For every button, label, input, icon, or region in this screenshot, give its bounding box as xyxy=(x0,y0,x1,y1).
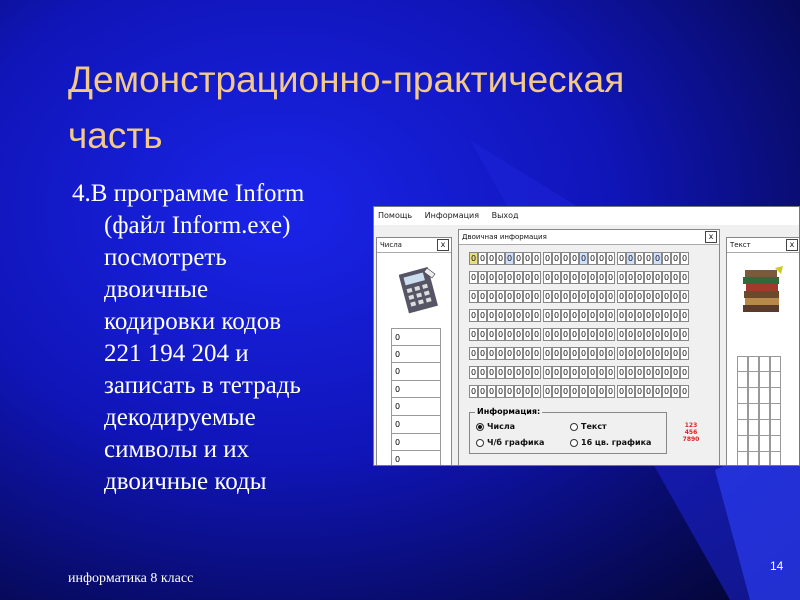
bit-cell[interactable]: 0 xyxy=(497,254,504,263)
bit-cell[interactable]: 0 xyxy=(607,349,614,358)
text-cell[interactable] xyxy=(759,356,770,372)
bit-cell[interactable]: 0 xyxy=(488,254,495,263)
bit-cell[interactable]: 0 xyxy=(598,387,605,396)
radio-16-color-label: 16 цв. графика xyxy=(581,438,652,447)
text-cell[interactable] xyxy=(737,452,748,466)
bit-row xyxy=(469,364,689,383)
bit-cell[interactable]: 0 xyxy=(479,387,486,396)
bit-cell[interactable]: 0 xyxy=(524,330,531,339)
books-icon xyxy=(741,264,785,320)
bit-cell[interactable]: 0 xyxy=(654,311,661,320)
text-cell[interactable] xyxy=(748,452,759,466)
number-field[interactable]: 0 xyxy=(391,346,441,364)
bit-cell[interactable]: 0 xyxy=(663,273,670,282)
bit-cell[interactable]: 0 xyxy=(663,254,670,263)
bit-cell[interactable]: 0 xyxy=(533,368,540,377)
bit-cell[interactable]: 0 xyxy=(470,311,477,320)
bit-cell[interactable]: 0 xyxy=(607,254,614,263)
radio-text-label: Текст xyxy=(581,422,607,431)
text-cell[interactable] xyxy=(737,388,748,404)
number-field[interactable]: 0 xyxy=(391,434,441,452)
task-line-8: декодируемые xyxy=(104,404,256,431)
bit-cell[interactable]: 0 xyxy=(533,387,540,396)
bit-cell[interactable]: 0 xyxy=(580,387,587,396)
bit-cell[interactable]: 0 xyxy=(663,311,670,320)
bit-cell[interactable]: 0 xyxy=(515,387,522,396)
bit-cell[interactable]: 0 xyxy=(627,254,634,263)
bit-cell[interactable]: 0 xyxy=(506,330,513,339)
bit-cell[interactable]: 0 xyxy=(654,292,661,301)
bit-cell[interactable]: 0 xyxy=(506,273,513,282)
radio-icon xyxy=(476,439,484,447)
text-cell[interactable] xyxy=(748,404,759,420)
bit-row xyxy=(469,269,689,288)
bit-cell[interactable]: 0 xyxy=(663,349,670,358)
bit-cell[interactable]: 0 xyxy=(681,368,688,377)
text-cell[interactable] xyxy=(737,372,748,388)
bit-cell[interactable]: 0 xyxy=(571,311,578,320)
bit-cell[interactable]: 0 xyxy=(580,368,587,377)
bit-cell[interactable]: 0 xyxy=(663,330,670,339)
bit-cell[interactable]: 0 xyxy=(589,292,596,301)
bit-cell[interactable]: 0 xyxy=(533,330,540,339)
radio-numbers[interactable] xyxy=(476,422,515,431)
bit-cell[interactable]: 0 xyxy=(488,311,495,320)
bit-cell[interactable]: 0 xyxy=(515,273,522,282)
bit-cell[interactable]: 0 xyxy=(645,273,652,282)
bit-cell[interactable]: 0 xyxy=(672,254,679,263)
close-icon[interactable]: x xyxy=(786,239,798,251)
bit-cell[interactable]: 0 xyxy=(645,387,652,396)
bit-cell[interactable]: 0 xyxy=(636,273,643,282)
bit-cell[interactable]: 0 xyxy=(681,273,688,282)
bit-cell[interactable]: 0 xyxy=(571,273,578,282)
bit-cell[interactable]: 0 xyxy=(544,254,551,263)
bit-cell[interactable]: 0 xyxy=(533,311,540,320)
bit-cell[interactable]: 0 xyxy=(636,368,643,377)
bit-cell[interactable]: 0 xyxy=(645,311,652,320)
bit-cell[interactable]: 0 xyxy=(488,387,495,396)
bit-cell[interactable]: 0 xyxy=(524,292,531,301)
bit-cell[interactable]: 0 xyxy=(562,387,569,396)
bit-cell[interactable]: 0 xyxy=(580,254,587,263)
bit-cell[interactable]: 0 xyxy=(598,292,605,301)
bit-cell[interactable]: 0 xyxy=(580,292,587,301)
bit-cell[interactable]: 0 xyxy=(636,349,643,358)
bit-cell[interactable]: 0 xyxy=(553,330,560,339)
text-cell[interactable] xyxy=(759,388,770,404)
numbers-mode-icon: 123 456 7890 xyxy=(682,422,700,443)
bit-cell[interactable]: 0 xyxy=(497,292,504,301)
bit-cell[interactable]: 0 xyxy=(672,349,679,358)
bit-cell[interactable]: 0 xyxy=(524,349,531,358)
bit-cell[interactable]: 0 xyxy=(497,387,504,396)
bit-cell[interactable]: 0 xyxy=(479,349,486,358)
bit-cell[interactable]: 0 xyxy=(618,368,625,377)
bit-cell[interactable]: 0 xyxy=(571,368,578,377)
task-line-1: 4.В программе Inform xyxy=(72,180,305,207)
text-row xyxy=(737,420,781,436)
text-pane xyxy=(726,237,800,466)
number-field[interactable]: 0 xyxy=(391,363,441,381)
bit-cell[interactable]: 0 xyxy=(636,387,643,396)
bit-cell[interactable]: 0 xyxy=(681,292,688,301)
bit-cell[interactable]: 0 xyxy=(580,311,587,320)
bit-cell[interactable]: 0 xyxy=(618,330,625,339)
bit-cell[interactable]: 0 xyxy=(654,254,661,263)
text-char-grid xyxy=(737,356,781,466)
text-cell[interactable] xyxy=(770,404,781,420)
bit-cell[interactable]: 0 xyxy=(479,330,486,339)
bit-cell[interactable]: 0 xyxy=(553,254,560,263)
bit-cell[interactable]: 0 xyxy=(598,311,605,320)
footer-subject: информатика 8 класс xyxy=(68,571,194,586)
bit-cell[interactable]: 0 xyxy=(544,311,551,320)
text-row xyxy=(737,388,781,404)
bit-cell[interactable]: 0 xyxy=(627,292,634,301)
bit-cell[interactable]: 0 xyxy=(562,292,569,301)
bit-cell[interactable]: 0 xyxy=(580,349,587,358)
bit-cell[interactable]: 0 xyxy=(497,330,504,339)
bit-cell[interactable]: 0 xyxy=(681,349,688,358)
task-text xyxy=(72,178,372,498)
bit-cell[interactable]: 0 xyxy=(589,368,596,377)
bit-cell[interactable]: 0 xyxy=(544,273,551,282)
bit-cell[interactable]: 0 xyxy=(544,292,551,301)
bit-cell[interactable]: 0 xyxy=(515,311,522,320)
task-line-10: двоичные коды xyxy=(104,468,267,495)
text-pane-title: Текст xyxy=(730,241,751,249)
bit-row xyxy=(469,288,689,307)
bit-cell[interactable]: 0 xyxy=(663,368,670,377)
bit-cell[interactable]: 0 xyxy=(544,330,551,339)
bit-row xyxy=(469,250,689,269)
text-cell[interactable] xyxy=(759,404,770,420)
bit-cell[interactable]: 0 xyxy=(506,349,513,358)
bit-cell[interactable]: 0 xyxy=(506,254,513,263)
close-icon[interactable]: x xyxy=(437,239,449,251)
bit-cell[interactable]: 0 xyxy=(562,330,569,339)
bit-cell[interactable]: 0 xyxy=(618,387,625,396)
bit-cell[interactable]: 0 xyxy=(618,311,625,320)
bit-cell[interactable]: 0 xyxy=(562,349,569,358)
text-row xyxy=(737,356,781,372)
bit-cell[interactable]: 0 xyxy=(553,311,560,320)
binary-pane-header xyxy=(459,230,719,245)
text-row xyxy=(737,452,781,466)
calculator-icon xyxy=(399,264,439,314)
radio-bw-graphics[interactable] xyxy=(476,438,544,447)
bit-cell[interactable]: 0 xyxy=(470,273,477,282)
bit-cell[interactable]: 0 xyxy=(479,273,486,282)
page-number: 14 xyxy=(770,559,784,573)
radio-icon xyxy=(570,439,578,447)
text-cell[interactable] xyxy=(748,388,759,404)
bit-cell[interactable]: 0 xyxy=(533,254,540,263)
bit-cell[interactable]: 0 xyxy=(618,254,625,263)
text-row xyxy=(737,436,781,452)
bit-cell[interactable]: 0 xyxy=(598,254,605,263)
radio-bw-label: Ч/б графика xyxy=(487,438,545,447)
bit-cell[interactable]: 0 xyxy=(645,330,652,339)
task-line-6: 221 194 204 и xyxy=(104,340,249,367)
text-cell[interactable] xyxy=(770,388,781,404)
bit-cell[interactable]: 0 xyxy=(524,273,531,282)
text-cell[interactable] xyxy=(737,356,748,372)
bit-cell[interactable]: 0 xyxy=(506,292,513,301)
bit-cell[interactable]: 0 xyxy=(524,254,531,263)
bit-cell[interactable]: 0 xyxy=(645,349,652,358)
bit-cell[interactable]: 0 xyxy=(553,368,560,377)
text-row xyxy=(737,404,781,420)
text-cell[interactable] xyxy=(770,420,781,436)
bit-cell[interactable]: 0 xyxy=(479,368,486,377)
bit-cell[interactable]: 0 xyxy=(571,330,578,339)
bit-cell[interactable]: 0 xyxy=(618,273,625,282)
bit-cell[interactable]: 0 xyxy=(488,368,495,377)
bit-cell[interactable]: 0 xyxy=(524,311,531,320)
text-cell[interactable] xyxy=(748,372,759,388)
bit-cell[interactable]: 0 xyxy=(553,387,560,396)
text-cell[interactable] xyxy=(759,420,770,436)
bit-cell[interactable]: 0 xyxy=(506,311,513,320)
bit-cell[interactable]: 0 xyxy=(607,311,614,320)
text-cell[interactable] xyxy=(770,356,781,372)
task-line-9: символы и их xyxy=(104,436,250,463)
task-line-3: посмотреть xyxy=(104,244,227,271)
text-cell[interactable] xyxy=(770,372,781,388)
bit-cell[interactable]: 0 xyxy=(544,349,551,358)
bit-cell[interactable]: 0 xyxy=(470,349,477,358)
task-line-5: кодировки кодов xyxy=(104,308,282,335)
bit-cell[interactable]: 0 xyxy=(636,292,643,301)
bit-cell[interactable]: 0 xyxy=(515,330,522,339)
numbers-pane xyxy=(376,237,452,466)
bit-cell[interactable]: 0 xyxy=(589,311,596,320)
bit-row xyxy=(469,345,689,364)
bit-cell[interactable]: 0 xyxy=(654,273,661,282)
number-field[interactable]: 0 xyxy=(391,451,441,466)
text-cell[interactable] xyxy=(759,372,770,388)
bit-cell[interactable]: 0 xyxy=(524,387,531,396)
bit-cell[interactable]: 0 xyxy=(607,368,614,377)
app-menubar xyxy=(374,207,800,225)
bit-cell[interactable]: 0 xyxy=(553,273,560,282)
bit-cell[interactable]: 0 xyxy=(589,349,596,358)
bit-cell[interactable]: 0 xyxy=(533,273,540,282)
bit-cell[interactable]: 0 xyxy=(598,368,605,377)
bit-cell[interactable]: 0 xyxy=(598,330,605,339)
bit-cell[interactable]: 0 xyxy=(571,254,578,263)
bit-cell[interactable]: 0 xyxy=(470,254,477,263)
number-field[interactable]: 0 xyxy=(391,398,441,416)
text-cell[interactable] xyxy=(748,356,759,372)
bit-cell[interactable]: 0 xyxy=(470,368,477,377)
bit-cell[interactable]: 0 xyxy=(524,368,531,377)
text-row xyxy=(737,372,781,388)
numbers-list xyxy=(391,328,441,466)
radio-text[interactable] xyxy=(570,422,607,431)
number-field[interactable]: 0 xyxy=(391,416,441,434)
bit-cell[interactable]: 0 xyxy=(589,254,596,263)
bit-cell[interactable]: 0 xyxy=(654,368,661,377)
bit-cell[interactable]: 0 xyxy=(544,368,551,377)
bit-cell[interactable]: 0 xyxy=(589,387,596,396)
text-cell[interactable] xyxy=(748,436,759,452)
bit-cell[interactable]: 0 xyxy=(479,254,486,263)
bit-cell[interactable]: 0 xyxy=(618,292,625,301)
bit-cell[interactable]: 0 xyxy=(470,330,477,339)
bit-cell[interactable]: 0 xyxy=(515,368,522,377)
bit-cell[interactable]: 0 xyxy=(681,254,688,263)
numbers-pane-header xyxy=(377,238,451,253)
radio-numbers-label: Числа xyxy=(487,422,516,431)
text-cell[interactable] xyxy=(759,436,770,452)
close-icon[interactable]: x xyxy=(705,231,717,243)
bit-cell[interactable]: 0 xyxy=(589,273,596,282)
bit-cell[interactable]: 0 xyxy=(627,273,634,282)
bit-cell[interactable]: 0 xyxy=(607,330,614,339)
text-cell[interactable] xyxy=(737,420,748,436)
bit-cell[interactable]: 0 xyxy=(470,292,477,301)
slide-title xyxy=(68,52,768,164)
bit-cell[interactable]: 0 xyxy=(571,292,578,301)
bit-cell[interactable]: 0 xyxy=(627,311,634,320)
bit-cell[interactable]: 0 xyxy=(488,349,495,358)
bit-cell[interactable]: 0 xyxy=(497,311,504,320)
number-field[interactable]: 0 xyxy=(391,328,441,346)
bit-cell[interactable]: 0 xyxy=(663,387,670,396)
bit-cell[interactable]: 0 xyxy=(553,349,560,358)
bit-cell[interactable]: 0 xyxy=(627,349,634,358)
bit-cell[interactable]: 0 xyxy=(627,368,634,377)
bit-cell[interactable]: 0 xyxy=(672,387,679,396)
bit-cell[interactable]: 0 xyxy=(515,292,522,301)
bit-cell[interactable]: 0 xyxy=(580,330,587,339)
bit-cell[interactable]: 0 xyxy=(598,349,605,358)
binary-pane-title: Двоичная информация xyxy=(462,233,547,241)
binary-info-pane xyxy=(458,229,720,466)
bit-cell[interactable]: 0 xyxy=(672,330,679,339)
bit-cell[interactable]: 0 xyxy=(672,368,679,377)
bit-cell[interactable]: 0 xyxy=(562,254,569,263)
bit-cell[interactable]: 0 xyxy=(515,349,522,358)
bit-cell[interactable]: 0 xyxy=(681,330,688,339)
bit-cell[interactable]: 0 xyxy=(681,387,688,396)
bit-row xyxy=(469,383,689,402)
bit-cell[interactable]: 0 xyxy=(506,387,513,396)
menu-information[interactable]: Информация xyxy=(424,211,480,220)
bit-cell[interactable]: 0 xyxy=(470,387,477,396)
inform-app-screenshot xyxy=(373,206,800,466)
bit-cell[interactable]: 0 xyxy=(589,330,596,339)
text-cell[interactable] xyxy=(770,436,781,452)
bit-cell[interactable]: 0 xyxy=(562,311,569,320)
text-cell[interactable] xyxy=(748,420,759,436)
bit-cell[interactable]: 0 xyxy=(488,273,495,282)
bit-cell[interactable]: 0 xyxy=(553,292,560,301)
bit-cell[interactable]: 0 xyxy=(571,387,578,396)
title-line-1: Демонстрационно-практическая xyxy=(68,59,625,100)
binary-bit-grid xyxy=(469,250,689,402)
bit-cell[interactable]: 0 xyxy=(663,292,670,301)
bit-cell[interactable]: 0 xyxy=(571,349,578,358)
bit-cell[interactable]: 0 xyxy=(672,273,679,282)
text-pane-header xyxy=(727,238,800,253)
bit-cell[interactable]: 0 xyxy=(562,368,569,377)
bit-cell[interactable]: 0 xyxy=(533,292,540,301)
bit-cell[interactable]: 0 xyxy=(636,254,643,263)
text-cell[interactable] xyxy=(770,452,781,466)
information-group xyxy=(469,407,667,454)
bit-cell[interactable]: 0 xyxy=(654,349,661,358)
task-line-7: записать в тетрадь xyxy=(104,372,301,399)
bit-cell[interactable]: 0 xyxy=(636,330,643,339)
radio-icon xyxy=(570,423,578,431)
bit-cell[interactable]: 0 xyxy=(488,330,495,339)
bit-cell[interactable]: 0 xyxy=(488,292,495,301)
bit-cell[interactable]: 0 xyxy=(645,292,652,301)
bit-cell[interactable]: 0 xyxy=(618,349,625,358)
bit-cell[interactable]: 0 xyxy=(607,273,614,282)
numbers-pane-title: Числа xyxy=(380,241,402,249)
bit-cell[interactable]: 0 xyxy=(533,349,540,358)
bit-cell[interactable]: 0 xyxy=(627,330,634,339)
bit-cell[interactable]: 0 xyxy=(607,387,614,396)
bit-cell[interactable]: 0 xyxy=(497,368,504,377)
bit-cell[interactable]: 0 xyxy=(627,387,634,396)
bit-cell[interactable]: 0 xyxy=(681,311,688,320)
text-cell[interactable] xyxy=(759,452,770,466)
bit-cell[interactable]: 0 xyxy=(479,311,486,320)
bit-cell[interactable]: 0 xyxy=(672,292,679,301)
bit-cell[interactable]: 0 xyxy=(645,368,652,377)
bit-cell[interactable]: 0 xyxy=(654,387,661,396)
information-caption: Информация: xyxy=(477,407,541,416)
bit-cell[interactable]: 0 xyxy=(607,292,614,301)
bit-cell[interactable]: 0 xyxy=(544,387,551,396)
title-line-2: часть xyxy=(68,115,163,156)
bit-cell[interactable]: 0 xyxy=(598,273,605,282)
task-line-4: двоичные xyxy=(104,276,209,303)
bit-row xyxy=(469,307,689,326)
bit-cell[interactable]: 0 xyxy=(506,368,513,377)
bit-cell[interactable]: 0 xyxy=(515,254,522,263)
bit-cell[interactable]: 0 xyxy=(497,273,504,282)
bit-cell[interactable]: 0 xyxy=(654,330,661,339)
menu-exit[interactable]: Выход xyxy=(491,211,519,220)
menu-help[interactable]: Помощь xyxy=(378,211,413,220)
task-line-2: (файл Inform.exe) xyxy=(104,212,291,239)
radio-16-color-graphics[interactable] xyxy=(570,438,651,447)
bit-cell[interactable]: 0 xyxy=(645,254,652,263)
bit-cell[interactable]: 0 xyxy=(479,292,486,301)
bit-cell[interactable]: 0 xyxy=(562,273,569,282)
text-cell[interactable] xyxy=(737,404,748,420)
bit-cell[interactable]: 0 xyxy=(580,273,587,282)
bit-cell[interactable]: 0 xyxy=(636,311,643,320)
bit-row xyxy=(469,326,689,345)
radio-selected-icon xyxy=(476,423,484,431)
text-cell[interactable] xyxy=(737,436,748,452)
bit-cell[interactable]: 0 xyxy=(672,311,679,320)
number-field[interactable]: 0 xyxy=(391,381,441,399)
bit-cell[interactable]: 0 xyxy=(497,349,504,358)
